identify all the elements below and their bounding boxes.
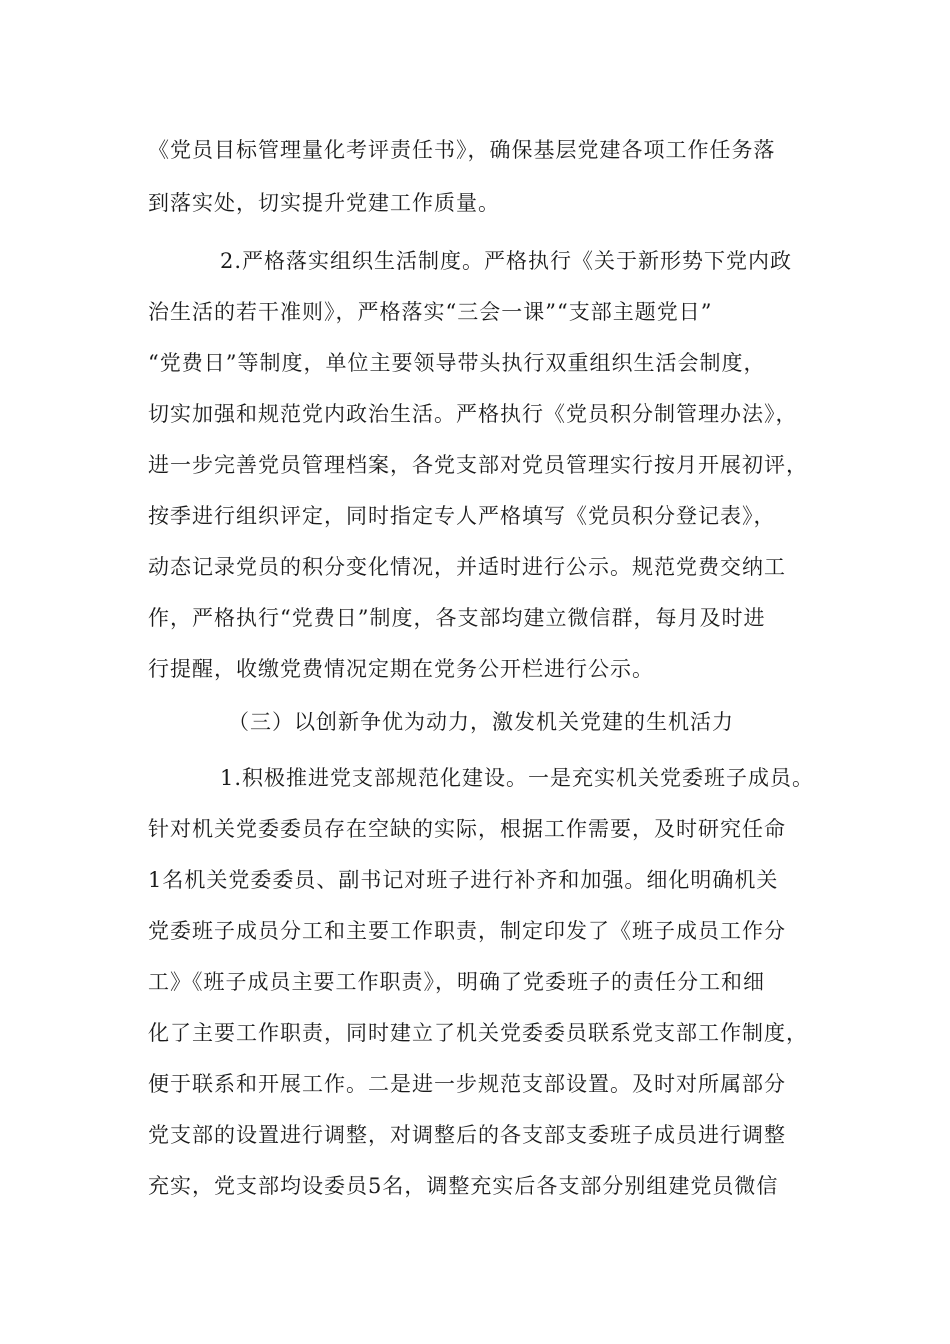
text-line: 党支部的设置进行调整，对调整后的各支部支委班子成员进行调整 (148, 1123, 786, 1147)
text-line: 动态记录党员的积分变化情况，并适时进行公示。规范党费交纳工 (148, 555, 786, 579)
section-heading: （三）以创新争优为动力，激发机关党建的生机活力 (228, 710, 734, 734)
text-line: 便于联系和开展工作。二是进一步规范支部设置。及时对所属部分 (148, 1072, 786, 1096)
text-line: 针对机关党委委员存在空缺的实际，根据工作需要，及时研究任命 (148, 817, 786, 841)
paragraph-heading: 2.严格落实组织生活制度。严格执行《关于新形势下党内政 (220, 249, 793, 273)
text-line: 行提醒，收缴党费情况定期在党务公开栏进行公示。 (148, 657, 654, 681)
text-line: 1名机关党委委员、副书记对班子进行补齐和加强。细化明确机关 (148, 868, 779, 892)
text-line: 化了主要工作职责，同时建立了机关党委委员联系党支部工作制度， (148, 1021, 808, 1045)
text-line: 按季进行组织评定，同时指定专人严格填写《党员积分登记表》， (148, 504, 776, 528)
text-line: 工》《班子成员主要工作职责》，明确了党委班子的责任分工和细 (148, 970, 765, 994)
text-line: 《党员目标管理量化考评责任书》，确保基层党建各项工作任务落 (148, 138, 776, 162)
text-line: 党委班子成员分工和主要工作职责，制定印发了《班子成员工作分 (148, 919, 786, 943)
text-line: 进一步完善党员管理档案，各党支部对党员管理实行按月开展初评， (148, 453, 808, 477)
text-line: 作，严格执行“党费日”制度，各支部均建立微信群，每月及时进 (148, 606, 766, 630)
text-line: 治生活的若干准则》，严格落实“三会一课”“支部主题党日” (148, 300, 713, 324)
text-line: 充实，党支部均设委员5名，调整充实后各支部分别组建党员微信 (148, 1174, 779, 1198)
text-line: “党费日”等制度，单位主要领导带头执行双重组织生活会制度， (148, 351, 766, 375)
paragraph-heading: 1.积极推进党支部规范化建设。一是充实机关党委班子成员。 (220, 766, 815, 790)
text-line: 切实加强和规范党内政治生活。严格执行《党员积分制管理办法》， (148, 402, 798, 426)
text-line: 到落实处，切实提升党建工作质量。 (148, 191, 500, 215)
